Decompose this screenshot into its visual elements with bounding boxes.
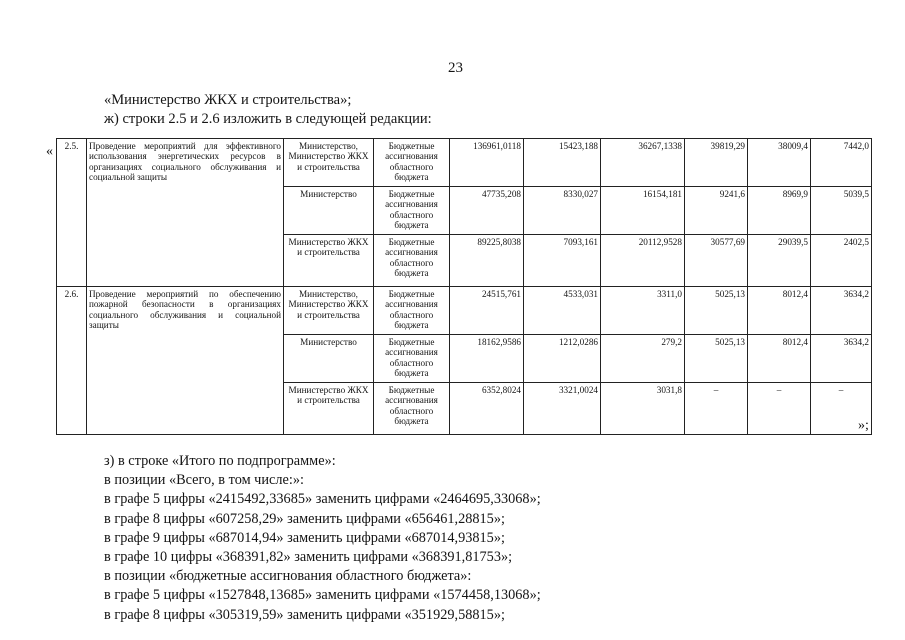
value-cell: 8969,9: [748, 187, 811, 235]
value-cell: 9241,6: [685, 187, 748, 235]
amendment-line: в графе 8 цифры «305319,59» заменить цифрами «351929,58815»;: [104, 606, 505, 623]
value-cell: –: [748, 383, 811, 435]
value-cell: 7442,0: [811, 139, 872, 187]
value-cell: 8330,027: [524, 187, 601, 235]
value-cell: 3031,8: [601, 383, 685, 435]
amendment-line: в графе 5 цифры «1527848,13685» заменить цифрами «1574458,13068»;: [104, 587, 541, 604]
value-cell: 18162,9586: [450, 335, 524, 383]
amendment-line: в графе 8 цифры «607258,29» заменить цифрами «656461,28815»;: [104, 510, 505, 527]
value-cell: 15423,188: [524, 139, 601, 187]
executor-cell: Министерство: [284, 335, 374, 383]
value-cell: 39819,29: [685, 139, 748, 187]
amendment-line: в позиции «бюджетные ассигнования областного бюджета»:: [104, 568, 472, 585]
funding-source-cell: Бюджетные ассигнования областного бюджета: [374, 335, 450, 383]
page-number: 23: [448, 60, 463, 76]
value-cell: 5025,13: [685, 335, 748, 383]
funding-source-cell: Бюджетные ассигнования областного бюджета: [374, 139, 450, 187]
value-cell: 6352,8024: [450, 383, 524, 435]
program-table: [56, 138, 872, 435]
value-cell: 5039,5: [811, 187, 872, 235]
value-cell: –: [685, 383, 748, 435]
executor-cell: Министерство ЖКХ и строительства: [284, 235, 374, 287]
row-number: 2.5.: [57, 139, 87, 287]
value-cell: 16154,181: [601, 187, 685, 235]
amendment-line: з) в строке «Итого по подпрограмме»:: [104, 453, 336, 469]
value-cell: 279,2: [601, 335, 685, 383]
row-description: Проведение мероприятий для эффективного использования энергетических ресурсов в организациях социального обслуживания и социальной защиты: [87, 139, 284, 287]
amendments-block: [104, 452, 541, 625]
value-cell: 1212,0286: [524, 335, 601, 383]
funding-source-cell: Бюджетные ассигнования областного бюджета: [374, 287, 450, 335]
row-number: 2.6.: [57, 287, 87, 435]
value-cell: –: [811, 383, 872, 435]
intro-line: ж) строки 2.5 и 2.6 изложить в следующей редакции:: [104, 111, 432, 127]
value-cell: 8012,4: [748, 335, 811, 383]
amendment-line: в графе 10 цифры «368391,82» заменить цифрами «368391,81753»;: [104, 548, 513, 565]
table-row: [57, 287, 872, 335]
funding-source-cell: Бюджетные ассигнования областного бюджета: [374, 235, 450, 287]
value-cell: 8012,4: [748, 287, 811, 335]
value-cell: 2402,5: [811, 235, 872, 287]
value-cell: 30577,69: [685, 235, 748, 287]
row-description: Проведение мероприятий по обеспечению пожарной безопасности в организациях социального обслуживания и социальной защиты: [87, 287, 284, 435]
value-cell: 29039,5: [748, 235, 811, 287]
executor-cell: Министерство: [284, 187, 374, 235]
table-row: [57, 139, 872, 187]
funding-source-cell: Бюджетные ассигнования областного бюджета: [374, 383, 450, 435]
close-quote: »;: [858, 418, 869, 433]
open-quote: «: [46, 144, 53, 159]
executor-cell: Министерство, Министерство ЖКХ и строительства: [284, 287, 374, 335]
amendment-line: в позиции «Всего, в том числе:»:: [104, 472, 304, 489]
value-cell: 24515,761: [450, 287, 524, 335]
value-cell: 36267,1338: [601, 139, 685, 187]
value-cell: 3311,0: [601, 287, 685, 335]
value-cell: 3634,2: [811, 287, 872, 335]
amendment-line: в графе 9 цифры «687014,94» заменить цифрами «687014,93815»;: [104, 529, 505, 546]
value-cell: 38009,4: [748, 139, 811, 187]
value-cell: 4533,031: [524, 287, 601, 335]
value-cell: 5025,13: [685, 287, 748, 335]
value-cell: 3634,2: [811, 335, 872, 383]
value-cell: 136961,0118: [450, 139, 524, 187]
value-cell: 47735,208: [450, 187, 524, 235]
value-cell: 3321,0024: [524, 383, 601, 435]
value-cell: 7093,161: [524, 235, 601, 287]
executor-cell: Министерство, Министерство ЖКХ и строительства: [284, 139, 374, 187]
value-cell: 20112,9528: [601, 235, 685, 287]
amendment-line: в графе 5 цифры «2415492,33685» заменить цифрами «2464695,33068»;: [104, 491, 541, 508]
value-cell: 89225,8038: [450, 235, 524, 287]
funding-source-cell: Бюджетные ассигнования областного бюджета: [374, 187, 450, 235]
executor-cell: Министерство ЖКХ и строительства: [284, 383, 374, 435]
intro-line: «Министерство ЖКХ и строительства»;: [104, 92, 352, 108]
